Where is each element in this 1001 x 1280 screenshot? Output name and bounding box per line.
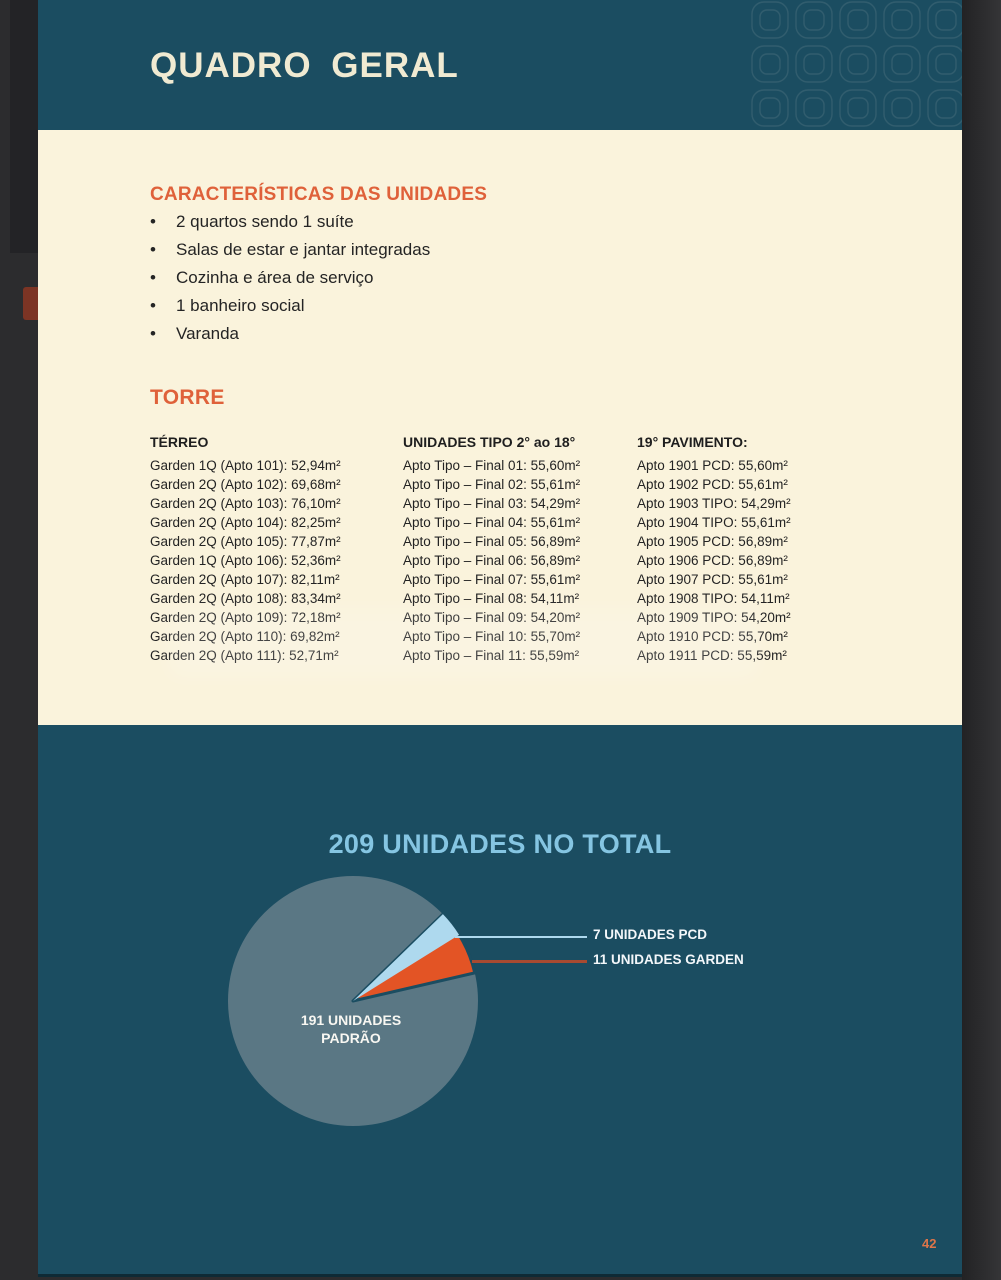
unit-row: Apto 1911 PCD: 55,59m²: [637, 648, 787, 663]
unit-row: Apto Tipo – Final 11: 55,59m²: [403, 648, 580, 663]
unit-row: Garden 2Q (Apto 103): 76,10m²: [150, 496, 341, 511]
desktop-left-strip: [0, 0, 38, 1280]
pie-label-garden: 11 UNIDADES GARDEN: [593, 952, 744, 967]
unit-row: Garden 2Q (Apto 105): 77,87m²: [150, 534, 341, 549]
left-strip-shade: [10, 0, 38, 253]
unit-row: Garden 2Q (Apto 109): 72,18m²: [150, 610, 341, 625]
unit-row: Apto Tipo – Final 06: 56,89m²: [403, 553, 581, 568]
unit-row: Apto Tipo – Final 01: 55,60m²: [403, 458, 581, 473]
unit-row: Garden 2Q (Apto 110): 69,82m²: [150, 629, 340, 644]
chart-title: 209 UNIDADES NO TOTAL: [328, 829, 672, 859]
bullet-icon: •: [150, 212, 156, 231]
unit-row: Apto Tipo – Final 04: 55,61m²: [403, 515, 581, 530]
unit-row: Apto Tipo – Final 03: 54,29m²: [403, 496, 581, 511]
leader-line-garden: [472, 960, 587, 963]
bullet-icon: •: [150, 324, 156, 343]
brochure-page: [38, 0, 962, 1277]
characteristics-heading: CARACTERÍSTICAS DAS UNIDADES: [150, 184, 488, 205]
unit-row: Apto 1908 TIPO: 54,11m²: [637, 591, 790, 606]
column-terreo: [150, 434, 341, 665]
unit-row: Apto 1902 PCD: 55,61m²: [637, 477, 788, 492]
column-header: 19° PAVIMENTO:: [637, 434, 748, 450]
unit-row: Apto Tipo – Final 10: 55,70m²: [403, 629, 581, 644]
list-item-text: Salas de estar e jantar integradas: [176, 240, 431, 259]
unit-row: Apto 1905 PCD: 56,89m²: [637, 534, 788, 549]
leader-line-pcd: [455, 936, 587, 938]
page-bottom-edge: [38, 1274, 962, 1277]
content-section: [38, 130, 962, 725]
page-number: 42: [922, 1236, 937, 1251]
unit-row: Apto 1903 TIPO: 54,29m²: [637, 496, 791, 511]
list-item-text: Varanda: [176, 324, 240, 343]
unit-row: Garden 2Q (Apto 104): 82,25m²: [150, 515, 341, 530]
unit-row: Apto 1901 PCD: 55,60m²: [637, 458, 788, 473]
unit-row: Apto Tipo – Final 02: 55,61m²: [403, 477, 581, 492]
unit-row: Garden 1Q (Apto 106): 52,36m²: [150, 553, 341, 568]
desktop-right-strip: [962, 0, 1001, 1280]
list-item: [150, 292, 430, 320]
bullet-icon: •: [150, 240, 156, 259]
list-item: [150, 208, 430, 236]
column-tipo: [403, 434, 580, 665]
unit-row: Apto 1907 PCD: 55,61m²: [637, 572, 788, 587]
bullet-icon: •: [150, 296, 156, 315]
left-strip-red-thumbnail: [23, 287, 38, 320]
list-item: [150, 236, 430, 264]
pie-label-padrao: [271, 1011, 431, 1047]
unit-row: Garden 1Q (Apto 101): 52,94m²: [150, 458, 341, 473]
column-header: TÉRREO: [150, 434, 209, 450]
bullet-icon: •: [150, 268, 156, 287]
pie-chart: [203, 851, 503, 1151]
unit-row: Apto Tipo – Final 05: 56,89m²: [403, 534, 581, 549]
unit-row: Garden 2Q (Apto 111): 52,71m²: [150, 648, 339, 663]
unit-row: Apto 1904 TIPO: 55,61m²: [637, 515, 791, 530]
pie-label-pcd: 7 UNIDADES PCD: [593, 927, 708, 942]
unit-row: Apto Tipo – Final 07: 55,61m²: [403, 572, 581, 587]
chart-section: [38, 725, 962, 1277]
pie-label-padrao-line2: PADRÃO: [321, 1030, 381, 1046]
column-header: UNIDADES TIPO 2° ao 18°: [403, 434, 576, 450]
unit-row: Garden 2Q (Apto 102): 69,68m²: [150, 477, 341, 492]
pie-label-padrao-line1: 191 UNIDADES: [300, 1012, 402, 1028]
list-item-text: 1 banheiro social: [176, 296, 305, 315]
unit-row: Garden 2Q (Apto 108): 83,34m²: [150, 591, 341, 606]
list-item: [150, 264, 430, 292]
unit-row: Apto 1909 TIPO: 54,20m²: [637, 610, 791, 625]
characteristics-list: [150, 208, 430, 348]
unit-row: Apto 1910 PCD: 55,70m²: [637, 629, 788, 644]
unit-row: Garden 2Q (Apto 107): 82,11m²: [150, 572, 340, 587]
unit-row: Apto Tipo – Final 08: 54,11m²: [403, 591, 580, 606]
column-pavimento19: [637, 434, 791, 665]
torre-heading: TORRE: [150, 386, 225, 409]
list-item: [150, 320, 430, 348]
list-item-text: 2 quartos sendo 1 suíte: [176, 212, 354, 231]
page-title: QUADRO GERAL: [150, 46, 459, 85]
list-item-text: Cozinha e área de serviço: [176, 268, 374, 287]
unit-row: Apto 1906 PCD: 56,89m²: [637, 553, 788, 568]
unit-row: Apto Tipo – Final 09: 54,20m²: [403, 610, 581, 625]
